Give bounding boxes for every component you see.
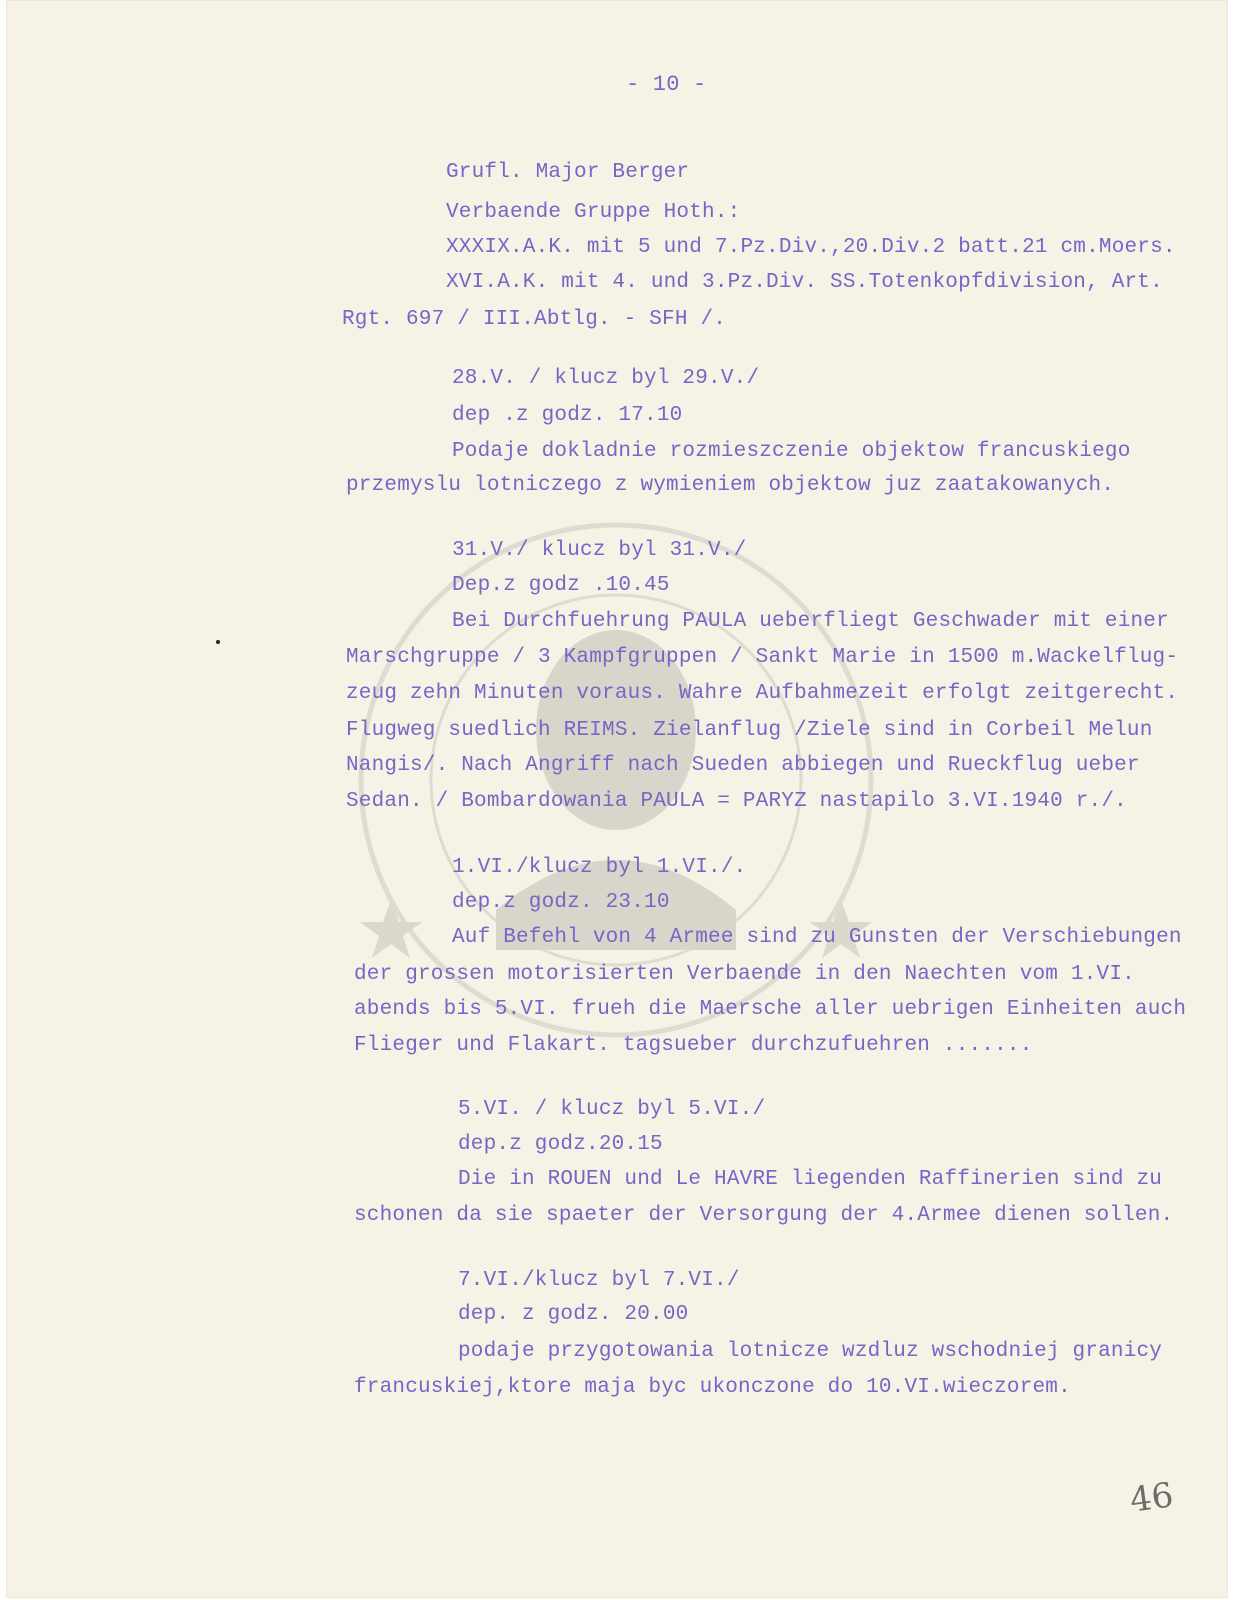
text-line: Sedan. / Bombardowania PAULA = PARYZ nastapilo 3.VI.1940 r./.: [346, 790, 1127, 813]
text-line: Grufl. Major Berger: [446, 161, 690, 184]
text-line: schonen da sie spaeter der Versorgung der 4.Armee dienen sollen.: [354, 1204, 1174, 1227]
text-line: Rgt. 697 / III.Abtlg. - SFH /.: [342, 308, 727, 331]
text-line: XXXIX.A.K. mit 5 und 7.Pz.Div.,20.Div.2 batt.21 cm.Moers.: [446, 236, 1176, 259]
text-line: Auf Befehl von 4 Armee sind zu Gunsten der Verschiebungen: [452, 926, 1182, 949]
text-line: der grossen motorisierten Verbaende in den Naechten vom 1.VI.: [354, 963, 1135, 986]
text-line: przemyslu lotniczego z wymieniem objektow juz zaatakowanych.: [346, 474, 1115, 497]
text-line: Nangis/. Nach Angriff nach Sueden abbiegen und Rueckflug ueber: [346, 754, 1140, 777]
text-line: zeug zehn Minuten voraus. Wahre Aufbahmezeit erfolgt zeitgerecht.: [346, 682, 1179, 705]
text-line: Dep.z godz .10.45: [452, 574, 670, 597]
text-line: 31.V./ klucz byl 31.V./: [452, 539, 747, 562]
text-line: dep. z godz. 20.00: [458, 1303, 689, 1326]
text-line: abends bis 5.VI. frueh die Maersche aller uebrigen Einheiten auch: [354, 998, 1187, 1021]
text-line: Flugweg suedlich REIMS. Zielanflug /Ziele sind in Corbeil Melun: [346, 719, 1153, 742]
text-line: 7.VI./klucz byl 7.VI./: [458, 1269, 740, 1292]
text-line: dep.z godz.20.15: [458, 1133, 663, 1156]
text-line: Marschgruppe / 3 Kampfgruppen / Sankt Marie in 1500 m.Wackelflug-: [346, 646, 1179, 669]
text-line: francuskiej,ktore maja byc ukonczone do 10.VI.wieczorem.: [354, 1376, 1071, 1399]
text-line: Flieger und Flakart. tagsueber durchzufuehren .......: [354, 1034, 1033, 1057]
text-line: 5.VI. / klucz byl 5.VI./: [458, 1098, 766, 1121]
text-line: dep.z godz. 23.10: [452, 891, 670, 914]
text-line: 28.V. / klucz byl 29.V./: [452, 367, 760, 390]
text-line: Die in ROUEN und Le HAVRE liegenden Raffinerien sind zu: [458, 1168, 1163, 1191]
text-line: XVI.A.K. mit 4. und 3.Pz.Div. SS.Totenkopfdivision, Art.: [446, 271, 1163, 294]
document-page: [6, 0, 1228, 1598]
text-line: podaje przygotowania lotnicze wzdluz wschodniej granicy: [458, 1340, 1163, 1363]
text-line: 1.VI./klucz byl 1.VI./.: [452, 856, 747, 879]
ink-speck: [216, 640, 220, 644]
text-line: Bei Durchfuehrung PAULA ueberfliegt Geschwader mit einer: [452, 610, 1169, 633]
text-line: dep .z godz. 17.10: [452, 404, 683, 427]
text-line: Podaje dokladnie rozmieszczenie objektow francuskiego: [452, 440, 1131, 463]
page-number: - 10 -: [626, 72, 707, 97]
handwritten-archive-number: 46: [1127, 1475, 1176, 1521]
text-line: Verbaende Gruppe Hoth.:: [446, 201, 741, 224]
